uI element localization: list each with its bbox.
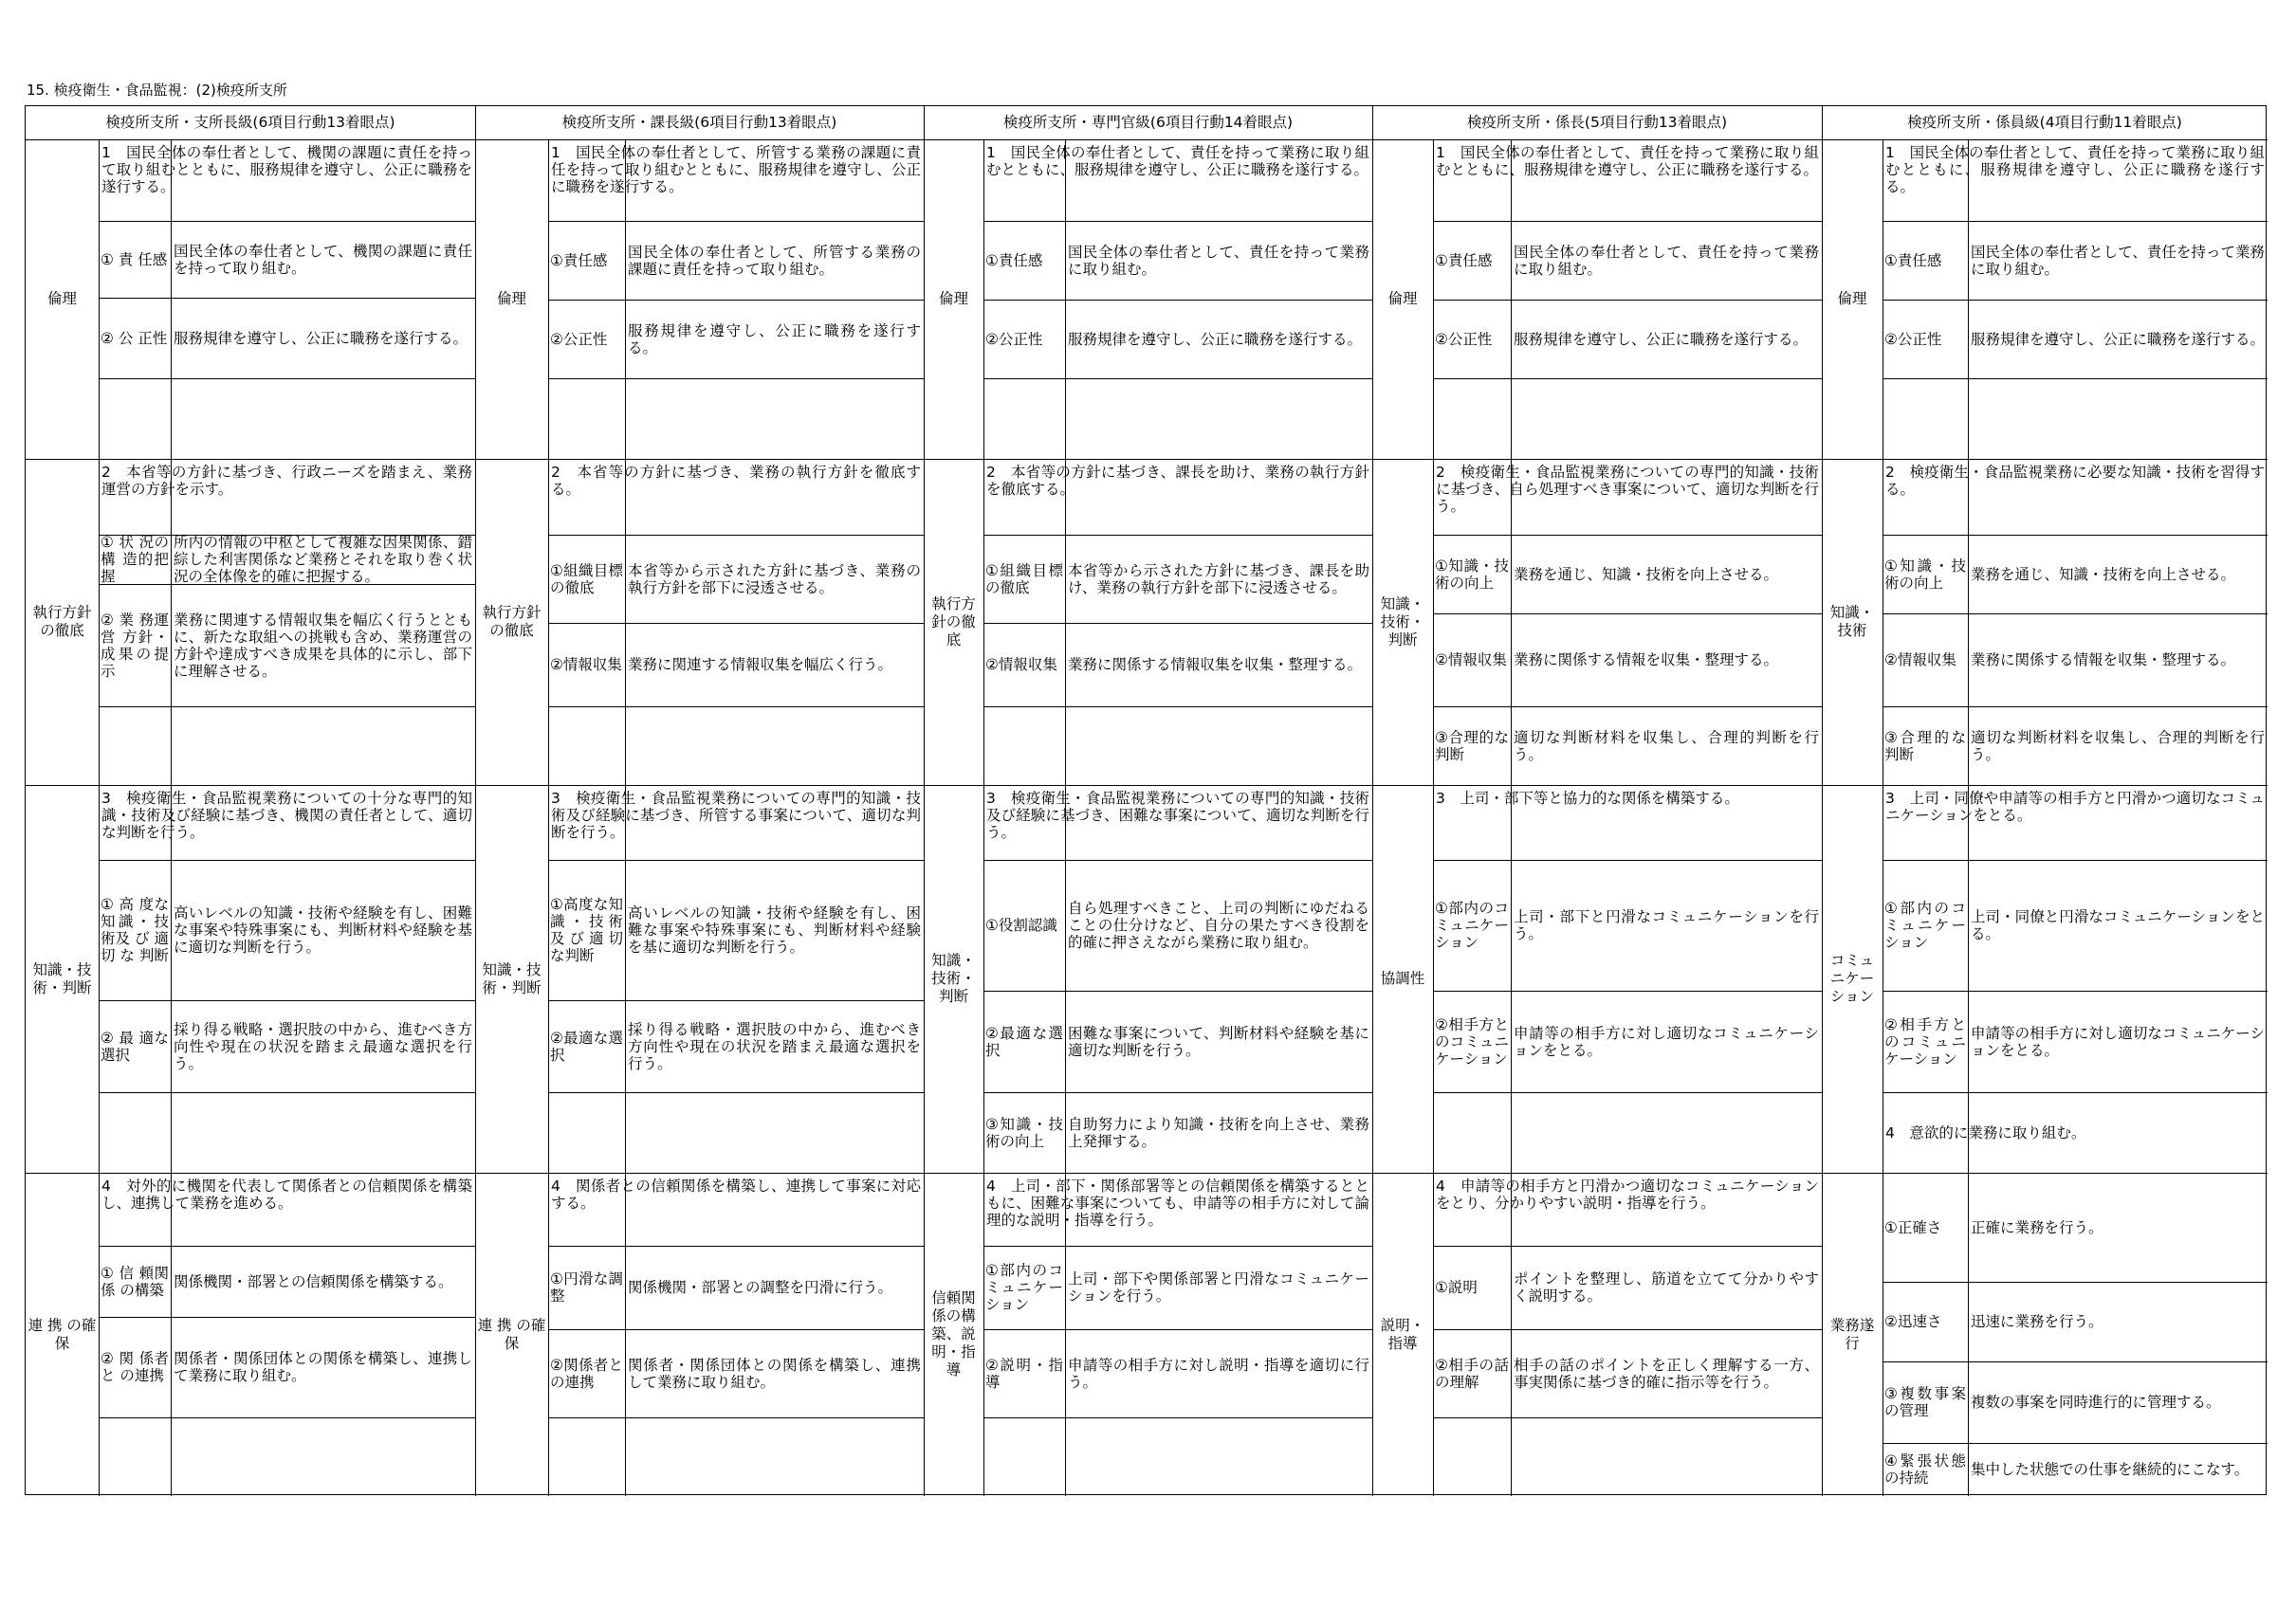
behavior-statement: 3 検疫衛生・食品監視業務についての専門的知識・技術及び経験に基づき、困難な事案について、適切な判断を行う。 xyxy=(986,790,1369,841)
category-cell xyxy=(924,1173,983,1496)
viewpoint-label-text: ② 公 正性 xyxy=(101,329,168,347)
viewpoint-description-text: 相手の話のポイントを正しく理解する一方、事実関係に基づき的確に指示等を行う。 xyxy=(1514,1356,1819,1391)
viewpoint-label-text: ③複数事案の管理 xyxy=(1884,1385,1966,1419)
viewpoint-description-text: 業務に関係する情報を収集・整理する。 xyxy=(1514,651,1779,668)
viewpoint-label xyxy=(983,1092,1065,1173)
viewpoint-description xyxy=(1065,1329,1372,1417)
category-label: 協調性 xyxy=(1380,970,1425,987)
viewpoint-label-text: ①知識・技術の向上 xyxy=(1884,557,1966,592)
viewpoint-description-text: 採り得る戦略・選択肢の中から、進むべき方向性や現在の状況を踏まえ最適な選択を行う。 xyxy=(174,1020,472,1072)
viewpoint-label xyxy=(1883,535,1968,613)
viewpoint-description xyxy=(1968,860,2268,991)
viewpoint-description xyxy=(1511,535,1822,613)
viewpoint-description-text: 上司・同僚と円滑なコミュニケーションをとる。 xyxy=(1971,908,2265,942)
viewpoint-label-text: ①説明 xyxy=(1435,1279,1478,1296)
viewpoint-description xyxy=(1065,623,1372,706)
viewpoint-description xyxy=(1968,221,2268,300)
viewpoint-description xyxy=(625,623,924,706)
competency-table xyxy=(25,105,2267,1495)
viewpoint-description-text: 自ら処理すべきこと、上司の判断にゆだねることの仕分けなど、自分の果たすべき役割を的確に押さえながら業務に取り組む。 xyxy=(1068,900,1369,951)
behavior-statement-text: 4 意欲的に業務に取り組む。 xyxy=(1885,1123,2086,1141)
viewpoint-label xyxy=(983,300,1065,378)
viewpoint-description xyxy=(625,1246,924,1329)
viewpoint-label-text: ①役割認識 xyxy=(985,917,1057,934)
viewpoint-label-text: ①高度な知識・技術及び適切な判断 xyxy=(550,896,623,964)
viewpoint-description xyxy=(1065,860,1372,991)
viewpoint-description-text: 国民全体の奉仕者として、責任を持って業務に取り組む。 xyxy=(1971,243,2265,278)
behavior-statement: 2 検疫衛生・食品監視業務についての専門的知識・技術に基づき、自ら処理すべき事案について、適切な判断を行う。 xyxy=(1436,464,1819,515)
category-cell xyxy=(1372,1173,1433,1496)
viewpoint-description xyxy=(171,1246,475,1317)
viewpoint-description xyxy=(1511,991,1822,1092)
grid-line-horizontal xyxy=(983,1417,1372,1418)
category-cell xyxy=(1372,139,1433,459)
category-cell xyxy=(1822,785,1883,1173)
viewpoint-label xyxy=(548,535,625,623)
viewpoint-description xyxy=(1511,613,1822,706)
behavior-statement: 3 検疫衛生・食品監視業務についての十分な専門的知識・技術及び経験に基づき、機関の責任者として、適切な判断を行う。 xyxy=(101,790,472,841)
category-label: 執行方針の徹底 xyxy=(32,604,92,639)
viewpoint-label-text: ①部内のコミュニケーション xyxy=(1435,900,1509,951)
grid-line-horizontal xyxy=(548,1417,924,1418)
category-label: 倫理 xyxy=(1837,290,1867,307)
viewpoint-label-text: ②情報収集 xyxy=(1884,651,1956,668)
category-label: 連 携 の確保 xyxy=(28,1316,97,1352)
viewpoint-label-text: ① 高 度な 知識・技術及 び 適切 な 判断 xyxy=(101,896,169,964)
viewpoint-description-text: 正確に業務を行う。 xyxy=(1971,1218,2103,1236)
viewpoint-label-text: ②情報収集 xyxy=(985,656,1057,673)
viewpoint-label-text: ④緊張状態の持続 xyxy=(1884,1452,1966,1487)
viewpoint-label xyxy=(1433,300,1511,378)
behavior-statement: 1 国民全体の奉仕者として、責任を持って業務に取り組むとともに、服務規律を遵守し、公正に職務を遂行する。 xyxy=(986,144,1369,178)
viewpoint-label-text: ② 関 係者 と の連携 xyxy=(101,1350,169,1384)
behavior-statement: 3 上司・部下等と協力的な関係を構築する。 xyxy=(1436,790,1739,807)
viewpoint-description xyxy=(1511,860,1822,991)
grid-line-horizontal xyxy=(548,1092,924,1093)
viewpoint-description-text: 関係者・関係団体との関係を構築し、連携して業務に取り組む。 xyxy=(628,1356,921,1391)
category-label: 執行方針の徹底 xyxy=(931,594,976,648)
viewpoint-description xyxy=(625,860,924,1000)
viewpoint-label-text: ② 業 務運 営 方針・成果の提示 xyxy=(101,611,169,680)
viewpoint-description-text: 申請等の相手方に対し適切なコミュニケーションをとる。 xyxy=(1514,1024,1819,1059)
grid-line-horizontal xyxy=(1433,1092,1822,1093)
viewpoint-description xyxy=(1065,991,1372,1092)
viewpoint-description-text: 国民全体の奉仕者として、機関の課題に責任を持って取り組む。 xyxy=(174,242,472,277)
category-cell xyxy=(26,459,99,785)
viewpoint-description xyxy=(625,1000,924,1092)
viewpoint-description-text: 困難な事案について、判断材料や経験を基に適切な判断を行う。 xyxy=(1068,1024,1369,1059)
category-label: 知識・技術・判断 xyxy=(1380,594,1425,648)
viewpoint-description xyxy=(1968,613,2268,706)
viewpoint-description xyxy=(625,535,924,623)
behavior-statement: 4 上司・部下・関係部署等との信頼関係を構築するとともに、困難な事案についても、申請等の相手方に対して論理的な説明・指導を行う。 xyxy=(986,1178,1369,1229)
viewpoint-label xyxy=(983,535,1065,623)
viewpoint-label-text: ①組織目標の徹底 xyxy=(550,561,623,596)
grid-line-horizontal xyxy=(1883,1092,2268,1093)
category-label: 倫理 xyxy=(496,290,526,307)
viewpoint-description xyxy=(1511,706,1822,785)
viewpoint-description-text: 複数の事案を同時進行的に管理する。 xyxy=(1971,1394,2221,1411)
category-cell xyxy=(924,139,983,459)
viewpoint-label-text: ①知識・技術の向上 xyxy=(1435,557,1509,592)
viewpoint-description-text: 本省等から示された方針に基づき、課長を助け、業務の執行方針を部下に浸透させる。 xyxy=(1068,561,1369,596)
viewpoint-description xyxy=(1968,706,2268,785)
viewpoint-label xyxy=(1883,613,1968,706)
viewpoint-description-text: 関係機関・部署との信頼関係を構築する。 xyxy=(174,1272,453,1290)
viewpoint-label-text: ①責任感 xyxy=(1435,251,1493,269)
behavior-statement: 2 本省等の方針に基づき、業務の執行方針を徹底する。 xyxy=(551,464,921,498)
category-label: 知識・技術 xyxy=(1829,604,1875,639)
viewpoint-description xyxy=(1968,991,2268,1092)
category-label: 倫理 xyxy=(938,290,968,307)
viewpoint-description xyxy=(1968,1361,2268,1443)
viewpoint-description xyxy=(1065,1246,1372,1329)
viewpoint-description-text: ポイントを整理し、筋道を立てて分かりやすく説明する。 xyxy=(1514,1270,1819,1305)
viewpoint-description-text: 申請等の相手方に対し適切なコミュニケーションをとる。 xyxy=(1971,1024,2265,1059)
viewpoint-label-text: ①部内のコミュニケーション xyxy=(985,1262,1063,1313)
table-grid xyxy=(26,106,2268,1496)
category-label: コミュニケーション xyxy=(1829,952,1875,1005)
behavior-statement: 2 検疫衛生・食品監視業務に必要な知識・技術を習得する。 xyxy=(1885,464,2265,498)
viewpoint-description-text: 関係者・関係団体との関係を構築し、連携して業務に取り組む。 xyxy=(174,1350,472,1384)
viewpoint-description xyxy=(171,221,475,298)
viewpoint-description-text: 上司・部下や関係部署と円滑なコミュニケーションを行う。 xyxy=(1068,1270,1369,1305)
viewpoint-label-text: ②相手の話の理解 xyxy=(1435,1356,1509,1391)
viewpoint-description-text: 業務を通じ、知識・技術を向上させる。 xyxy=(1971,565,2236,583)
viewpoint-description-text: 業務に関係する情報を収集・整理する。 xyxy=(1971,651,2236,668)
behavior-statement: 4 申請等の相手方と円滑かつ適切なコミュニケーションをとり、分かりやすい説明・指導を行う。 xyxy=(1436,1178,1819,1212)
viewpoint-description xyxy=(1511,221,1822,300)
viewpoint-description-text: 業務に関係する情報収集を収集・整理する。 xyxy=(1068,656,1363,673)
behavior-statement: 1 国民全体の奉仕者として、責任を持って業務に取り組むとともに、服務規律を遵守し、公正に職務を遂行する。 xyxy=(1885,144,2265,195)
viewpoint-label-text: ① 責 任感 xyxy=(101,250,168,268)
grid-line-horizontal xyxy=(99,378,475,379)
viewpoint-label xyxy=(1883,300,1968,378)
viewpoint-label xyxy=(99,1317,171,1417)
column-header: 検疫所支所・係員級(4項目行動11着眼点) xyxy=(1907,114,2182,131)
viewpoint-label-text: ③合理的な判断 xyxy=(1884,728,1966,763)
viewpoint-description xyxy=(1968,1173,2268,1282)
behavior-statement: 1 国民全体の奉仕者として、機関の課題に責任を持って取り組むとともに、服務規律を遵守し、公正に職務を遂行する。 xyxy=(101,144,472,195)
viewpoint-description-text: 服務規律を遵守し、公正に職務を遂行する。 xyxy=(628,321,921,356)
viewpoint-label xyxy=(983,991,1065,1092)
viewpoint-description xyxy=(171,535,475,584)
viewpoint-label xyxy=(1883,1282,1968,1361)
viewpoint-label xyxy=(99,1246,171,1317)
column-header: 検疫所支所・支所長級(6項目行動13着眼点) xyxy=(105,114,395,131)
viewpoint-label xyxy=(548,860,625,1000)
viewpoint-label xyxy=(1883,991,1968,1092)
viewpoint-description-text: 服務規律を遵守し、公正に職務を遂行する。 xyxy=(1068,330,1363,348)
viewpoint-label-text: ②説明・指導 xyxy=(985,1356,1063,1391)
document-title: 15. 検疫衛生・食品監視：(2)検疫所支所 xyxy=(27,82,287,99)
viewpoint-description xyxy=(171,1317,475,1417)
viewpoint-description-text: 適切な判断材料を収集し、合理的判断を行う。 xyxy=(1971,728,2265,763)
category-cell xyxy=(26,139,99,459)
viewpoint-label-text: ②情報収集 xyxy=(550,656,622,673)
grid-line-horizontal xyxy=(1433,378,1822,379)
viewpoint-label xyxy=(548,1000,625,1092)
viewpoint-description xyxy=(1511,300,1822,378)
column-header: 検疫所支所・係長(5項目行動13着眼点) xyxy=(1466,114,1728,131)
viewpoint-description-text: 高いレベルの知識・技術や経験を有し、困難な事案や特殊事案にも、判断材料や経験を基に適切な判断を行う。 xyxy=(174,904,472,956)
viewpoint-label-text: ②相手方とのコミュニケーション xyxy=(1884,1015,1966,1068)
viewpoint-label xyxy=(1433,706,1511,785)
viewpoint-description-text: 国民全体の奉仕者として、責任を持って業務に取り組む。 xyxy=(1068,243,1369,278)
viewpoint-label xyxy=(1883,1173,1968,1282)
viewpoint-label xyxy=(983,1329,1065,1417)
viewpoint-description-text: 採り得る戦略・選択肢の中から、進むべき方向性や現在の状況を踏まえ最適な選択を行う。 xyxy=(628,1020,921,1072)
viewpoint-description-text: 服務規律を遵守し、公正に職務を遂行する。 xyxy=(174,329,468,347)
viewpoint-description-text: 高いレベルの知識・技術や経験を有し、困難な事案や特殊事案にも、判断材料や経験を基に適切な判断を行う。 xyxy=(628,904,921,956)
viewpoint-label xyxy=(1433,535,1511,613)
viewpoint-label xyxy=(548,300,625,378)
viewpoint-label-text: ① 状 況の 構 造的把握 xyxy=(101,535,169,584)
viewpoint-description-text: 業務に関連する情報収集を幅広く行うとともに、新たな取組への挑戦も含め、業務運営の方針や達成すべき成果を具体的に示し、部下に理解させる。 xyxy=(174,611,472,680)
viewpoint-label xyxy=(1433,860,1511,991)
viewpoint-label xyxy=(1883,1361,1968,1443)
grid-line-horizontal xyxy=(548,378,924,379)
viewpoint-label-text: ②最適な選択 xyxy=(985,1024,1063,1059)
viewpoint-label xyxy=(1433,1329,1511,1417)
viewpoint-description-text: 上司・部下と円滑なコミュニケーションを行う。 xyxy=(1514,908,1819,942)
category-label: 説明・指導 xyxy=(1380,1316,1425,1352)
viewpoint-description-text: 業務を通じ、知識・技術を向上させる。 xyxy=(1514,565,1779,583)
category-cell xyxy=(924,459,983,785)
viewpoint-label-text: ③合理的な判断 xyxy=(1435,728,1509,763)
viewpoint-label-text: ②迅速さ xyxy=(1884,1313,1942,1330)
viewpoint-label-text: ②公正性 xyxy=(1884,330,1942,348)
viewpoint-label-text: ②関係者との連携 xyxy=(550,1356,623,1391)
viewpoint-label xyxy=(1883,1443,1968,1496)
grid-line-horizontal xyxy=(983,378,1372,379)
viewpoint-label-text: ①組織目標の徹底 xyxy=(985,561,1063,596)
behavior-statement: 4 対外的に機関を代表して関係者との信頼関係を構築し、連携して業務を進める。 xyxy=(101,1178,472,1212)
viewpoint-label-text: ②最適な選択 xyxy=(550,1029,623,1064)
viewpoint-description-text: 服務規律を遵守し、公正に職務を遂行する。 xyxy=(1971,330,2266,348)
viewpoint-description xyxy=(1065,535,1372,623)
category-label: 信頼関係の構築、説明・指導 xyxy=(931,1289,976,1379)
category-cell xyxy=(475,459,548,785)
viewpoint-label xyxy=(548,623,625,706)
category-label: 倫理 xyxy=(1387,290,1418,307)
category-cell xyxy=(924,785,983,1173)
viewpoint-description-text: 迅速に業務を行う。 xyxy=(1971,1313,2103,1330)
viewpoint-description xyxy=(1511,1329,1822,1417)
viewpoint-label xyxy=(1883,860,1968,991)
viewpoint-description-text: 本省等から示された方針に基づき、業務の執行方針を部下に浸透させる。 xyxy=(628,561,921,596)
viewpoint-description xyxy=(625,1329,924,1417)
viewpoint-description xyxy=(1065,300,1372,378)
viewpoint-label-text: ②公正性 xyxy=(550,330,608,348)
viewpoint-label xyxy=(983,221,1065,300)
viewpoint-label-text: ②公正性 xyxy=(985,330,1043,348)
category-label: 知識・技術・判断 xyxy=(931,952,976,1005)
column-header: 検疫所支所・専門官級(6項目行動14着眼点) xyxy=(1002,114,1294,131)
viewpoint-description-text: 関係機関・部署との調整を円滑に行う。 xyxy=(628,1279,893,1296)
category-label: 倫理 xyxy=(46,290,77,307)
category-cell xyxy=(1822,1173,1883,1496)
grid-line-horizontal xyxy=(1883,378,2268,379)
behavior-statement xyxy=(1883,1092,2268,1173)
grid-line-horizontal xyxy=(99,1092,475,1093)
viewpoint-label xyxy=(99,584,171,706)
viewpoint-label xyxy=(1433,221,1511,300)
viewpoint-label xyxy=(1433,1246,1511,1329)
viewpoint-description xyxy=(1968,535,2268,613)
viewpoint-label xyxy=(1883,221,1968,300)
viewpoint-label xyxy=(983,623,1065,706)
behavior-statement: 2 本省等の方針に基づき、行政ニーズを踏まえ、業務運営の方針を示す。 xyxy=(101,464,472,498)
category-label: 業務遂行 xyxy=(1829,1316,1875,1352)
viewpoint-label-text: ②情報収集 xyxy=(1435,651,1507,668)
viewpoint-label xyxy=(99,860,171,1000)
viewpoint-label-text: ①責任感 xyxy=(985,251,1043,269)
viewpoint-label xyxy=(548,1329,625,1417)
viewpoint-label-text: ②相手方とのコミュニケーション xyxy=(1435,1015,1509,1068)
viewpoint-description-text: 申請等の相手方に対し説明・指導を適切に行う。 xyxy=(1068,1356,1369,1391)
viewpoint-label xyxy=(99,298,171,378)
viewpoint-label xyxy=(1433,613,1511,706)
viewpoint-label-text: ①責任感 xyxy=(1884,251,1942,269)
viewpoint-description xyxy=(171,860,475,1000)
category-label: 知識・技術・判断 xyxy=(32,960,92,996)
viewpoint-label xyxy=(99,221,171,298)
category-cell xyxy=(26,1173,99,1496)
category-label: 連 携 の確保 xyxy=(477,1316,546,1352)
column-header: 検疫所支所・課長級(6項目行動13着眼点) xyxy=(561,114,837,131)
viewpoint-description xyxy=(1968,1443,2268,1496)
category-cell xyxy=(475,1173,548,1496)
viewpoint-description xyxy=(625,221,924,300)
behavior-statement: 3 上司・同僚や申請等の相手方と円滑かつ適切なコミュニケーションをとる。 xyxy=(1885,790,2265,824)
viewpoint-description-text: 所内の情報の中枢として複雑な因果関係、錯綜した利害関係など業務とそれを取り巻く状況の全体像を的確に把握する。 xyxy=(174,535,472,584)
viewpoint-label-text: ①円滑な調整 xyxy=(550,1270,623,1305)
category-cell xyxy=(475,785,548,1173)
category-cell xyxy=(1372,459,1433,785)
viewpoint-description xyxy=(1511,1246,1822,1329)
viewpoint-label xyxy=(1433,991,1511,1092)
viewpoint-label-text: ①正確さ xyxy=(1884,1218,1942,1236)
viewpoint-label-text: ①部内のコミュニケーション xyxy=(1884,900,1966,951)
grid-line-horizontal xyxy=(1433,1417,1822,1418)
behavior-statement: 4 関係者との信頼関係を構築し、連携して事案に対応する。 xyxy=(551,1178,921,1212)
viewpoint-description xyxy=(1065,1092,1372,1173)
category-label: 知識・技術・判断 xyxy=(482,960,542,996)
category-label: 執行方針の徹底 xyxy=(482,604,542,639)
viewpoint-description xyxy=(171,298,475,378)
viewpoint-label-text: ① 信 頼関 係 の構築 xyxy=(101,1264,169,1299)
viewpoint-description-text: 国民全体の奉仕者として、所管する業務の課題に責任を持って取り組む。 xyxy=(628,243,921,278)
viewpoint-description-text: 集中した状態での仕事を継続的にこなす。 xyxy=(1971,1461,2250,1478)
category-cell xyxy=(1372,785,1433,1173)
viewpoint-description xyxy=(171,1000,475,1092)
viewpoint-description xyxy=(1065,221,1372,300)
category-cell xyxy=(475,139,548,459)
grid-line-horizontal xyxy=(548,706,924,707)
viewpoint-label-text: ②公正性 xyxy=(1435,330,1493,348)
grid-line-horizontal xyxy=(983,706,1372,707)
viewpoint-description xyxy=(171,584,475,706)
grid-line-horizontal xyxy=(99,706,475,707)
viewpoint-label xyxy=(983,860,1065,991)
behavior-statement: 2 本省等の方針に基づき、課長を助け、業務の執行方針を徹底する。 xyxy=(986,464,1369,498)
viewpoint-description xyxy=(1968,300,2268,378)
behavior-statement: 3 検疫衛生・食品監視業務についての専門的知識・技術及び経験に基づき、所管する事案について、適切な判断を行う。 xyxy=(551,790,921,841)
viewpoint-description-text: 自助努力により知識・技術を向上させ、業務上発揮する。 xyxy=(1068,1115,1369,1150)
viewpoint-description xyxy=(625,300,924,378)
behavior-statement: 1 国民全体の奉仕者として、所管する業務の課題に責任を持って取り組むとともに、服務規律を遵守し、公正に職務を遂行する。 xyxy=(551,144,921,195)
viewpoint-label xyxy=(983,1246,1065,1329)
viewpoint-label-text: ①責任感 xyxy=(550,251,608,269)
behavior-statement: 1 国民全体の奉仕者として、責任を持って業務に取り組むとともに、服務規律を遵守し、公正に職務を遂行する。 xyxy=(1436,144,1819,178)
viewpoint-label-text: ③知識・技術の向上 xyxy=(985,1115,1063,1150)
viewpoint-label xyxy=(548,221,625,300)
viewpoint-label-text: ② 最 適な選択 xyxy=(101,1029,169,1064)
category-cell xyxy=(1822,459,1883,785)
category-cell xyxy=(26,785,99,1173)
viewpoint-description-text: 業務に関連する情報収集を幅広く行う。 xyxy=(628,656,893,673)
viewpoint-label xyxy=(548,1246,625,1329)
viewpoint-label xyxy=(99,1000,171,1092)
viewpoint-description-text: 適切な判断材料を収集し、合理的判断を行う。 xyxy=(1514,728,1819,763)
viewpoint-description-text: 服務規律を遵守し、公正に職務を遂行する。 xyxy=(1514,330,1809,348)
viewpoint-description-text: 国民全体の奉仕者として、責任を持って業務に取り組む。 xyxy=(1514,243,1819,278)
viewpoint-label xyxy=(99,535,171,584)
viewpoint-label xyxy=(1883,706,1968,785)
viewpoint-description xyxy=(1968,1282,2268,1361)
grid-line-horizontal xyxy=(99,1417,475,1418)
category-cell xyxy=(1822,139,1883,459)
